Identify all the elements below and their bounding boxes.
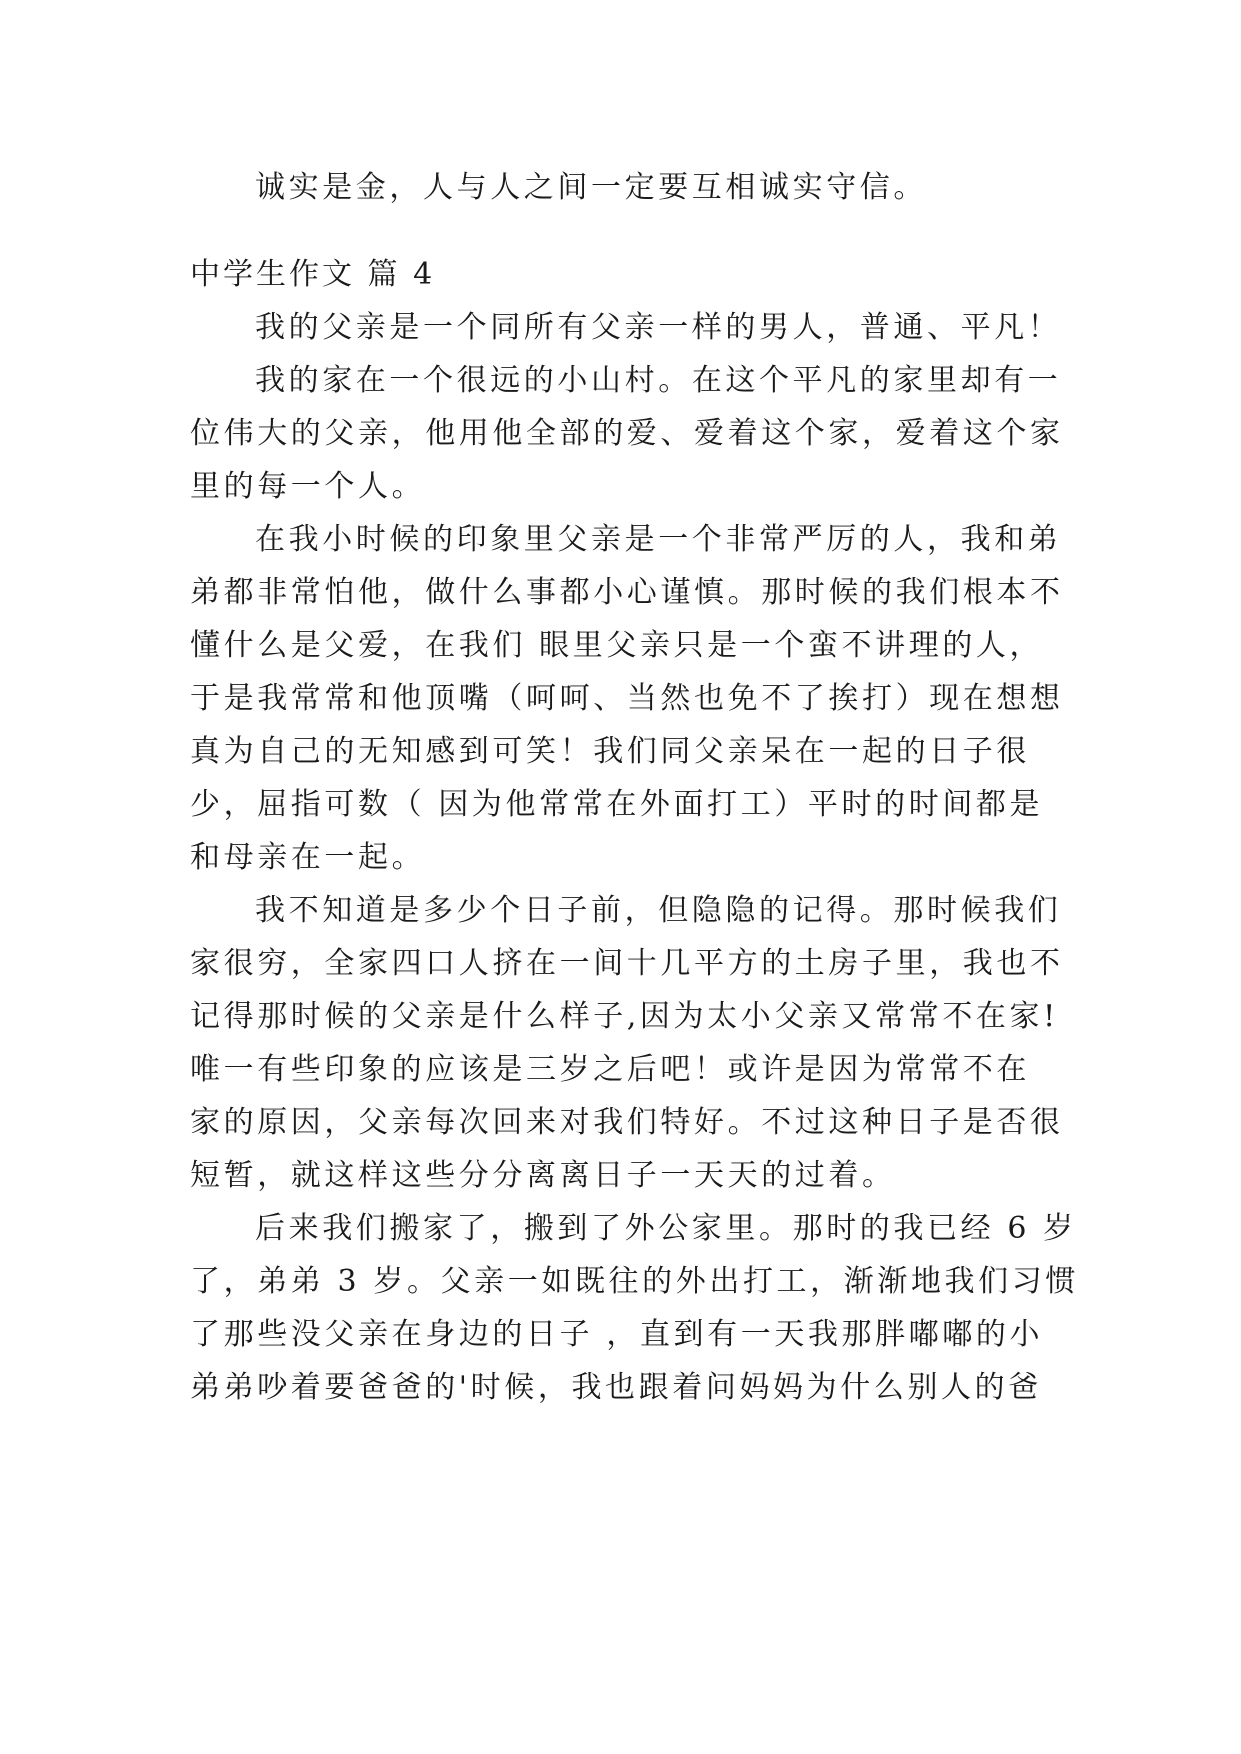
paragraph-line: 懂什么是父爱，在我们 眼里父亲只是一个蛮不讲理的人， (190, 628, 1044, 663)
top-paragraph: 诚实是金，人与人之间一定要互相诚实守信。 (255, 170, 927, 205)
paragraph-line: 于是我常常和他顶嘴（呵呵、当然也免不了挨打）现在想想 (190, 681, 1064, 716)
paragraph-line: 我的父亲是一个同所有父亲一样的男人，普通、平凡！ (255, 310, 1062, 345)
paragraph-line: 里的每一个人。 (190, 469, 426, 504)
paragraph-line: 记得那时候的父亲是什么样子,因为太小父亲又常常不在家! (190, 999, 1059, 1034)
paragraph-line: 了那些没父亲在身边的日子 ，直到有一天我那胖嘟嘟的小 (190, 1317, 1044, 1352)
paragraph-line: 真为自己的无知感到可笑！我们同父亲呆在一起的日子很 (190, 734, 1030, 769)
paragraph-line: 后来我们搬家了，搬到了外公家里。那时的我已经 6 岁 (255, 1211, 1077, 1246)
paragraph-line: 我的家在一个很远的小山村。在这个平凡的家里却有一 (255, 363, 1062, 398)
paragraph-line: 弟都非常怕他，做什么事都小心谨慎。那时候的我们根本不 (190, 575, 1064, 610)
paragraph-line: 我不知道是多少个日子前，但隐隐的记得。那时候我们 (255, 893, 1062, 928)
paragraph-line: 和母亲在一起。 (190, 840, 426, 875)
paragraph-line: 家的原因，父亲每次回来对我们特好。不过这种日子是否很 (190, 1105, 1064, 1140)
paragraph-line: 位伟大的父亲，他用他全部的爱、爱着这个家，爱着这个家 (190, 416, 1064, 451)
paragraph-line: 少，屈指可数（ 因为他常常在外面打工）平时的时间都是 (190, 787, 1044, 822)
paragraph-line: 家很穷，全家四口人挤在一间十几平方的土房子里，我也不 (190, 946, 1064, 981)
paragraph-line: 弟弟吵着要爸爸的'时候，我也跟着问妈妈为什么别人的爸 (190, 1370, 1042, 1405)
paragraph-line: 了，弟弟 3 岁。父亲一如既往的外出打工，渐渐地我们习惯 (190, 1264, 1079, 1299)
section-heading: 中学生作文 篇 4 (190, 257, 436, 292)
paragraph-line: 短暂，就这样这些分分离离日子一天天的过着。 (190, 1158, 896, 1193)
paragraph-line: 在我小时候的印象里父亲是一个非常严厉的人，我和弟 (255, 522, 1062, 557)
paragraph-line: 唯一有些印象的应该是三岁之后吧！或许是因为常常不在 (190, 1052, 1030, 1087)
